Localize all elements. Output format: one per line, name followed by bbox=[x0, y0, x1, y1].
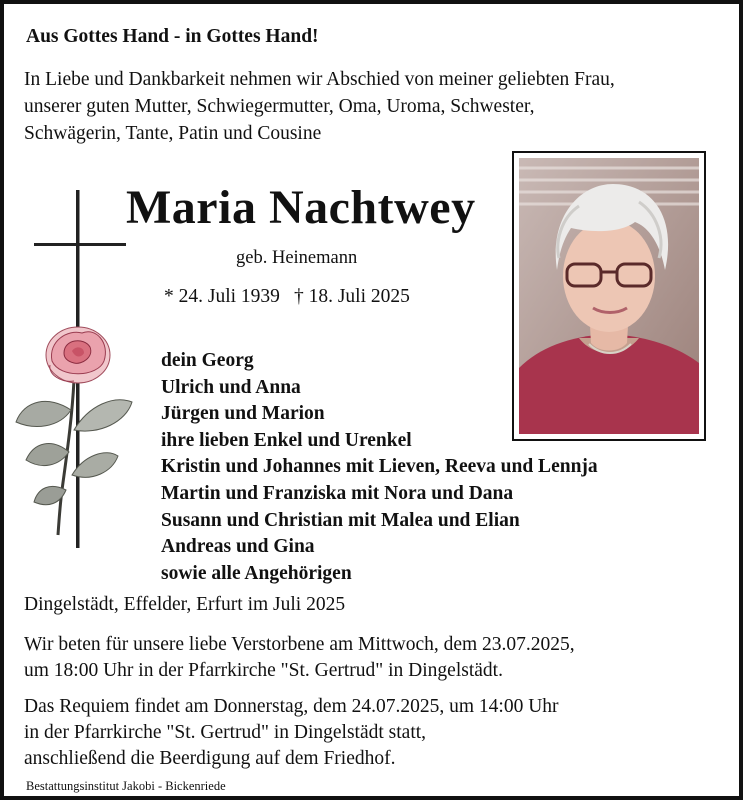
birth-date: * 24. Juli 1939 bbox=[164, 286, 280, 307]
mourners-list bbox=[161, 348, 598, 587]
mourner: Andreas und Gina bbox=[161, 536, 315, 558]
mourner: sowie alle Angehörigen bbox=[161, 562, 352, 584]
intro-line: Schwägerin, Tante, Patin und Cousine bbox=[24, 123, 322, 144]
undertaker: Bestattungsinstitut Jakobi - Bickenriede bbox=[26, 779, 226, 793]
mourner: Kristin und Johannes mit Lieven, Reeva und Lennja bbox=[161, 456, 598, 478]
death-date: † 18. Juli 2025 bbox=[293, 286, 410, 307]
requiem-line: Das Requiem findet am Donnerstag, dem 24.07.2025, um 14:00 Uhr bbox=[24, 696, 559, 717]
cross-with-rose-icon bbox=[14, 190, 154, 560]
mourner: ihre lieben Enkel und Urenkel bbox=[161, 429, 412, 451]
intro-line: unserer guten Mutter, Schwiegermutter, Oma, Uroma, Schwester, bbox=[24, 96, 535, 117]
requiem-line: in der Pfarrkirche "St. Gertrud" in Dingelstädt statt, bbox=[24, 722, 427, 743]
deceased-name: Maria Nachtwey bbox=[126, 181, 476, 234]
requiem-line: anschließend die Beerdigung auf dem Friedhof. bbox=[24, 748, 396, 769]
mourner: Jürgen und Marion bbox=[161, 403, 325, 425]
mourner: Susann und Christian mit Malea und Elian bbox=[161, 509, 520, 531]
birth-name: geb. Heinemann bbox=[236, 248, 358, 268]
mourner: Ulrich und Anna bbox=[161, 376, 301, 398]
intro-line: In Liebe und Dankbarkeit nehmen wir Abschied von meiner geliebten Frau, bbox=[24, 69, 615, 90]
intro-text bbox=[24, 66, 615, 147]
service-line: Wir beten für unsere liebe Verstorbene am Mittwoch, dem 23.07.2025, bbox=[24, 634, 575, 655]
location-date: Dingelstädt, Effelder, Erfurt im Juli 2025 bbox=[24, 594, 346, 615]
motto: Aus Gottes Hand - in Gottes Hand! bbox=[26, 26, 319, 47]
mourner: Martin und Franziska mit Nora und Dana bbox=[161, 482, 514, 504]
prayer-service-text bbox=[24, 632, 575, 684]
mourner: dein Georg bbox=[161, 350, 254, 371]
requiem-text bbox=[24, 694, 559, 772]
service-line: um 18:00 Uhr in der Pfarrkirche "St. Gertrud" in Dingelstädt. bbox=[24, 660, 503, 681]
life-dates bbox=[164, 286, 410, 308]
